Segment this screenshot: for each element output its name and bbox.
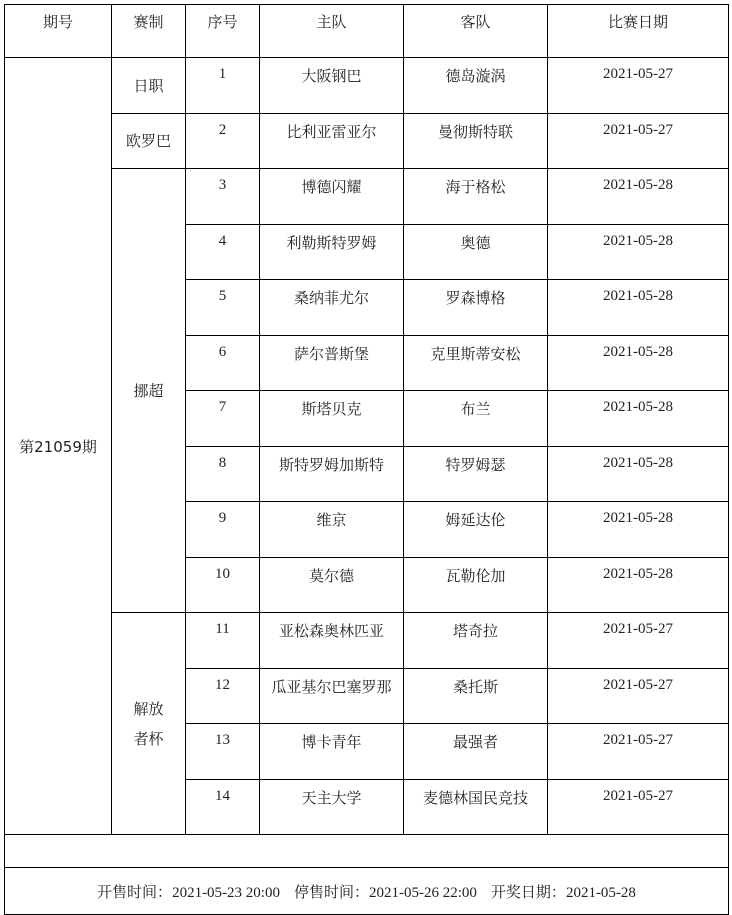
away-team: 奥德 — [404, 224, 548, 280]
home-team: 天主大学 — [260, 779, 404, 835]
match-date: 2021-05-27 — [548, 113, 729, 169]
sale-start-label: 开售时间： — [97, 882, 173, 901]
competition-name: 欧罗巴 — [112, 113, 186, 169]
away-team: 瓦勒伦加 — [404, 557, 548, 613]
match-date: 2021-05-28 — [548, 169, 729, 225]
away-team: 海于格松 — [404, 169, 548, 225]
match-date: 2021-05-27 — [548, 668, 729, 724]
match-date: 2021-05-28 — [548, 224, 729, 280]
blank-row — [5, 835, 729, 868]
header-row — [5, 5, 729, 58]
match-date: 2021-05-28 — [548, 446, 729, 502]
away-team: 桑托斯 — [404, 668, 548, 724]
home-team: 比利亚雷亚尔 — [260, 113, 404, 169]
home-team: 桑纳菲尤尔 — [260, 280, 404, 336]
table-row — [5, 613, 729, 669]
sale-start-value: 2021-05-23 20:00 — [172, 884, 280, 901]
match-seq: 3 — [186, 169, 260, 225]
header-competition: 赛制 — [112, 5, 186, 58]
match-date: 2021-05-28 — [548, 335, 729, 391]
competition-name: 挪超 — [112, 169, 186, 613]
match-date: 2021-05-27 — [548, 724, 729, 780]
header-match-date: 比赛日期 — [548, 5, 729, 58]
match-date: 2021-05-28 — [548, 391, 729, 447]
match-seq: 12 — [186, 668, 260, 724]
match-seq: 2 — [186, 113, 260, 169]
match-seq: 11 — [186, 613, 260, 669]
match-date: 2021-05-28 — [548, 280, 729, 336]
home-team: 亚松森奥林匹亚 — [260, 613, 404, 669]
sale-info — [97, 883, 636, 901]
competition-name: 解放者杯 — [112, 613, 186, 835]
match-date: 2021-05-28 — [548, 557, 729, 613]
match-schedule-table — [4, 4, 729, 915]
match-seq: 1 — [186, 58, 260, 114]
away-team: 姆延达伦 — [404, 502, 548, 558]
header-home-team: 主队 — [260, 5, 404, 58]
away-team: 特罗姆瑟 — [404, 446, 548, 502]
match-date: 2021-05-27 — [548, 58, 729, 114]
match-seq: 10 — [186, 557, 260, 613]
header-away-team: 客队 — [404, 5, 548, 58]
away-team: 德岛漩涡 — [404, 58, 548, 114]
sale-stop-label: 停售时间： — [293, 882, 369, 901]
match-seq: 7 — [186, 391, 260, 447]
away-team: 最强者 — [404, 724, 548, 780]
away-team: 麦德林国民竞技 — [404, 779, 548, 835]
away-team: 布兰 — [404, 391, 548, 447]
away-team: 罗森博格 — [404, 280, 548, 336]
home-team: 瓜亚基尔巴塞罗那 — [260, 668, 404, 724]
match-seq: 14 — [186, 779, 260, 835]
home-team: 博卡青年 — [260, 724, 404, 780]
match-date: 2021-05-28 — [548, 502, 729, 558]
match-date: 2021-05-27 — [548, 613, 729, 669]
match-seq: 9 — [186, 502, 260, 558]
home-team: 博德闪耀 — [260, 169, 404, 225]
table-row — [5, 113, 729, 169]
draw-date-label: 开奖日期： — [490, 882, 566, 901]
home-team: 莫尔德 — [260, 557, 404, 613]
footer-cell — [5, 868, 729, 915]
home-team: 维京 — [260, 502, 404, 558]
home-team: 斯特罗姆加斯特 — [260, 446, 404, 502]
home-team: 萨尔普斯堡 — [260, 335, 404, 391]
match-seq: 5 — [186, 280, 260, 336]
header-seq: 序号 — [186, 5, 260, 58]
match-seq: 8 — [186, 446, 260, 502]
away-team: 塔奇拉 — [404, 613, 548, 669]
header-issue: 期号 — [5, 5, 112, 58]
table-row — [5, 169, 729, 225]
match-seq: 6 — [186, 335, 260, 391]
match-seq: 4 — [186, 224, 260, 280]
home-team: 利勒斯特罗姆 — [260, 224, 404, 280]
home-team: 大阪钢巴 — [260, 58, 404, 114]
match-seq: 13 — [186, 724, 260, 780]
issue-number: 第21059期 — [5, 58, 112, 835]
sale-stop-value: 2021-05-26 22:00 — [369, 884, 477, 901]
home-team: 斯塔贝克 — [260, 391, 404, 447]
blank-cell — [5, 835, 729, 868]
draw-date-value: 2021-05-28 — [565, 884, 636, 901]
match-date: 2021-05-27 — [548, 779, 729, 835]
away-team: 克里斯蒂安松 — [404, 335, 548, 391]
footer-row — [5, 868, 729, 915]
competition-name: 日职 — [112, 58, 186, 114]
away-team: 曼彻斯特联 — [404, 113, 548, 169]
table-row — [5, 58, 729, 114]
